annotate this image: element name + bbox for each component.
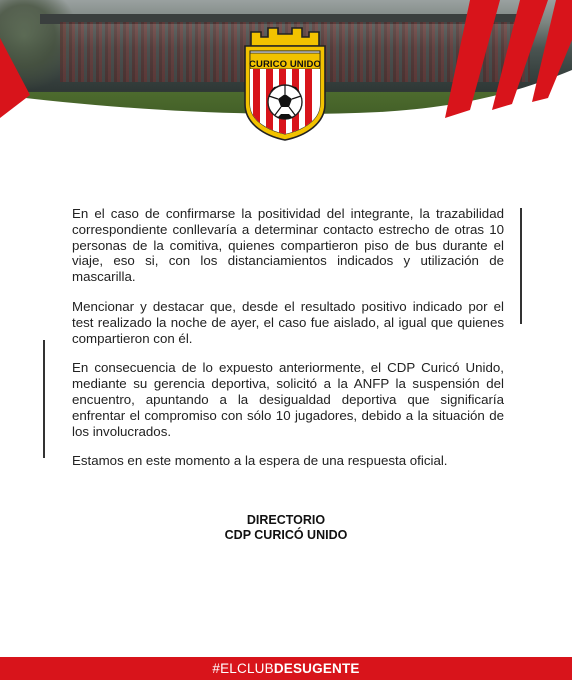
decorative-line-right bbox=[520, 208, 522, 324]
statement-paragraph-1: En el caso de confirmarse la positividad del integrante, la trazabilidad correspondiente conllevaría a determinar contacto estrecho de otras 10 personas de la comitiva, quienes compartieron piso de bus durante el viaje, eso si, con los distanciamientos indicados y utilización de mascarilla. bbox=[72, 206, 504, 285]
hashtag-part-2: DESUGENTE bbox=[273, 661, 360, 676]
signature-line-1: DIRECTORIO bbox=[246, 513, 326, 527]
statement-paragraph-2: Mencionar y destacar que, desde el resultado positivo indicado por el test realizado la noche de ayer, el caso fue aislado, al igual que quienes compartieron con él. bbox=[72, 298, 504, 346]
signature-block bbox=[0, 513, 572, 543]
club-crest-logo bbox=[241, 24, 329, 142]
hashtag-part-1: #ELCLUB bbox=[212, 661, 274, 676]
footer-hashtag bbox=[0, 657, 572, 680]
crest-name-text: CURICO UNIDO bbox=[249, 59, 321, 70]
statement-paragraph-3: En consecuencia de lo expuesto anteriormente, el CDP Curicó Unido, mediante su gerencia deportiva, solicitó a la ANFP la suspensión del encuentro, apuntando a la desigualdad deportiva que significaría enfrentar el compromiso con sólo 10 jugadores, debido a la situación de los involucrados. bbox=[72, 360, 504, 439]
statement-paragraph-4: Estamos en este momento a la espera de una respuesta oficial. bbox=[72, 453, 448, 469]
decorative-line-left bbox=[43, 340, 45, 458]
statement-body bbox=[72, 206, 504, 483]
signature-line-2: CDP CURICÓ UNIDO bbox=[224, 528, 348, 542]
